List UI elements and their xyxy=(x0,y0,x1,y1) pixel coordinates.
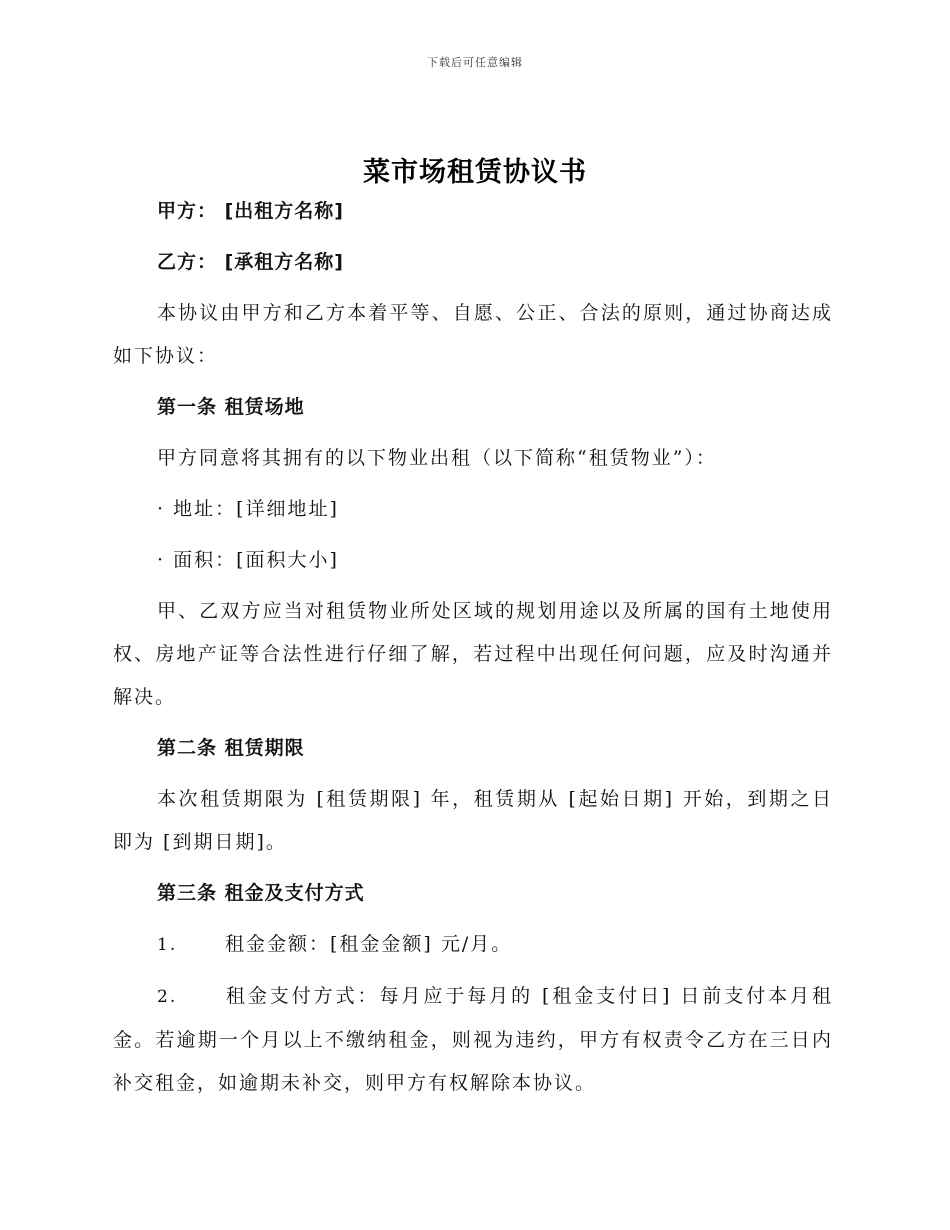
article-1-heading: 第一条 租赁场地 xyxy=(157,396,305,418)
item-text: 租金金额：[租金金额] 元/月。 xyxy=(225,933,513,955)
article-3-item-2 xyxy=(113,975,833,1105)
header-note: 下载后可任意编辑 xyxy=(427,56,523,69)
area-bullet: · 面积：[面积大小] xyxy=(157,549,339,571)
article-2-heading: 第二条 租赁期限 xyxy=(157,737,305,759)
item-text: 租金支付方式：每月应于每月的 [租金支付日] 日前支付本月租金。若逾期一个月以上不缴纳租金，则视为违约，甲方有权责令乙方在三日内补交租金，如逾期未补交，则甲方有权解除本协议。 xyxy=(113,985,833,1094)
intro-paragraph: 本协议由甲方和乙方本着平等、自愿、公正、合法的原则，通过协商达成如下协议： xyxy=(113,302,833,367)
document-title: 菜市场租赁协议书 xyxy=(363,157,587,188)
article-1-text: 甲方同意将其拥有的以下物业出租（以下简称“租赁物业”）： xyxy=(157,447,717,469)
article-2-text: 本次租赁期限为 [租赁期限] 年，租赁期从 [起始日期] 开始，到期之日即为 [到期日期]。 xyxy=(113,788,833,853)
address-bullet: · 地址：[详细地址] xyxy=(157,498,339,520)
document-body xyxy=(113,190,833,1113)
party-b-line: 乙方： [承租方名称] xyxy=(157,251,344,273)
party-a-line: 甲方： [出租方名称] xyxy=(157,200,344,222)
article-3-heading: 第三条 租金及支付方式 xyxy=(157,882,365,904)
article-1-note: 甲、乙双方应当对租赁物业所处区域的规划用途以及所属的国有土地使用权、房地产证等合法性进行仔细了解，若过程中出现任何问题，应及时沟通并解决。 xyxy=(113,600,833,708)
item-number: 1. xyxy=(157,935,178,955)
article-3-item-1 xyxy=(113,923,833,967)
item-number: 2. xyxy=(157,987,178,1007)
